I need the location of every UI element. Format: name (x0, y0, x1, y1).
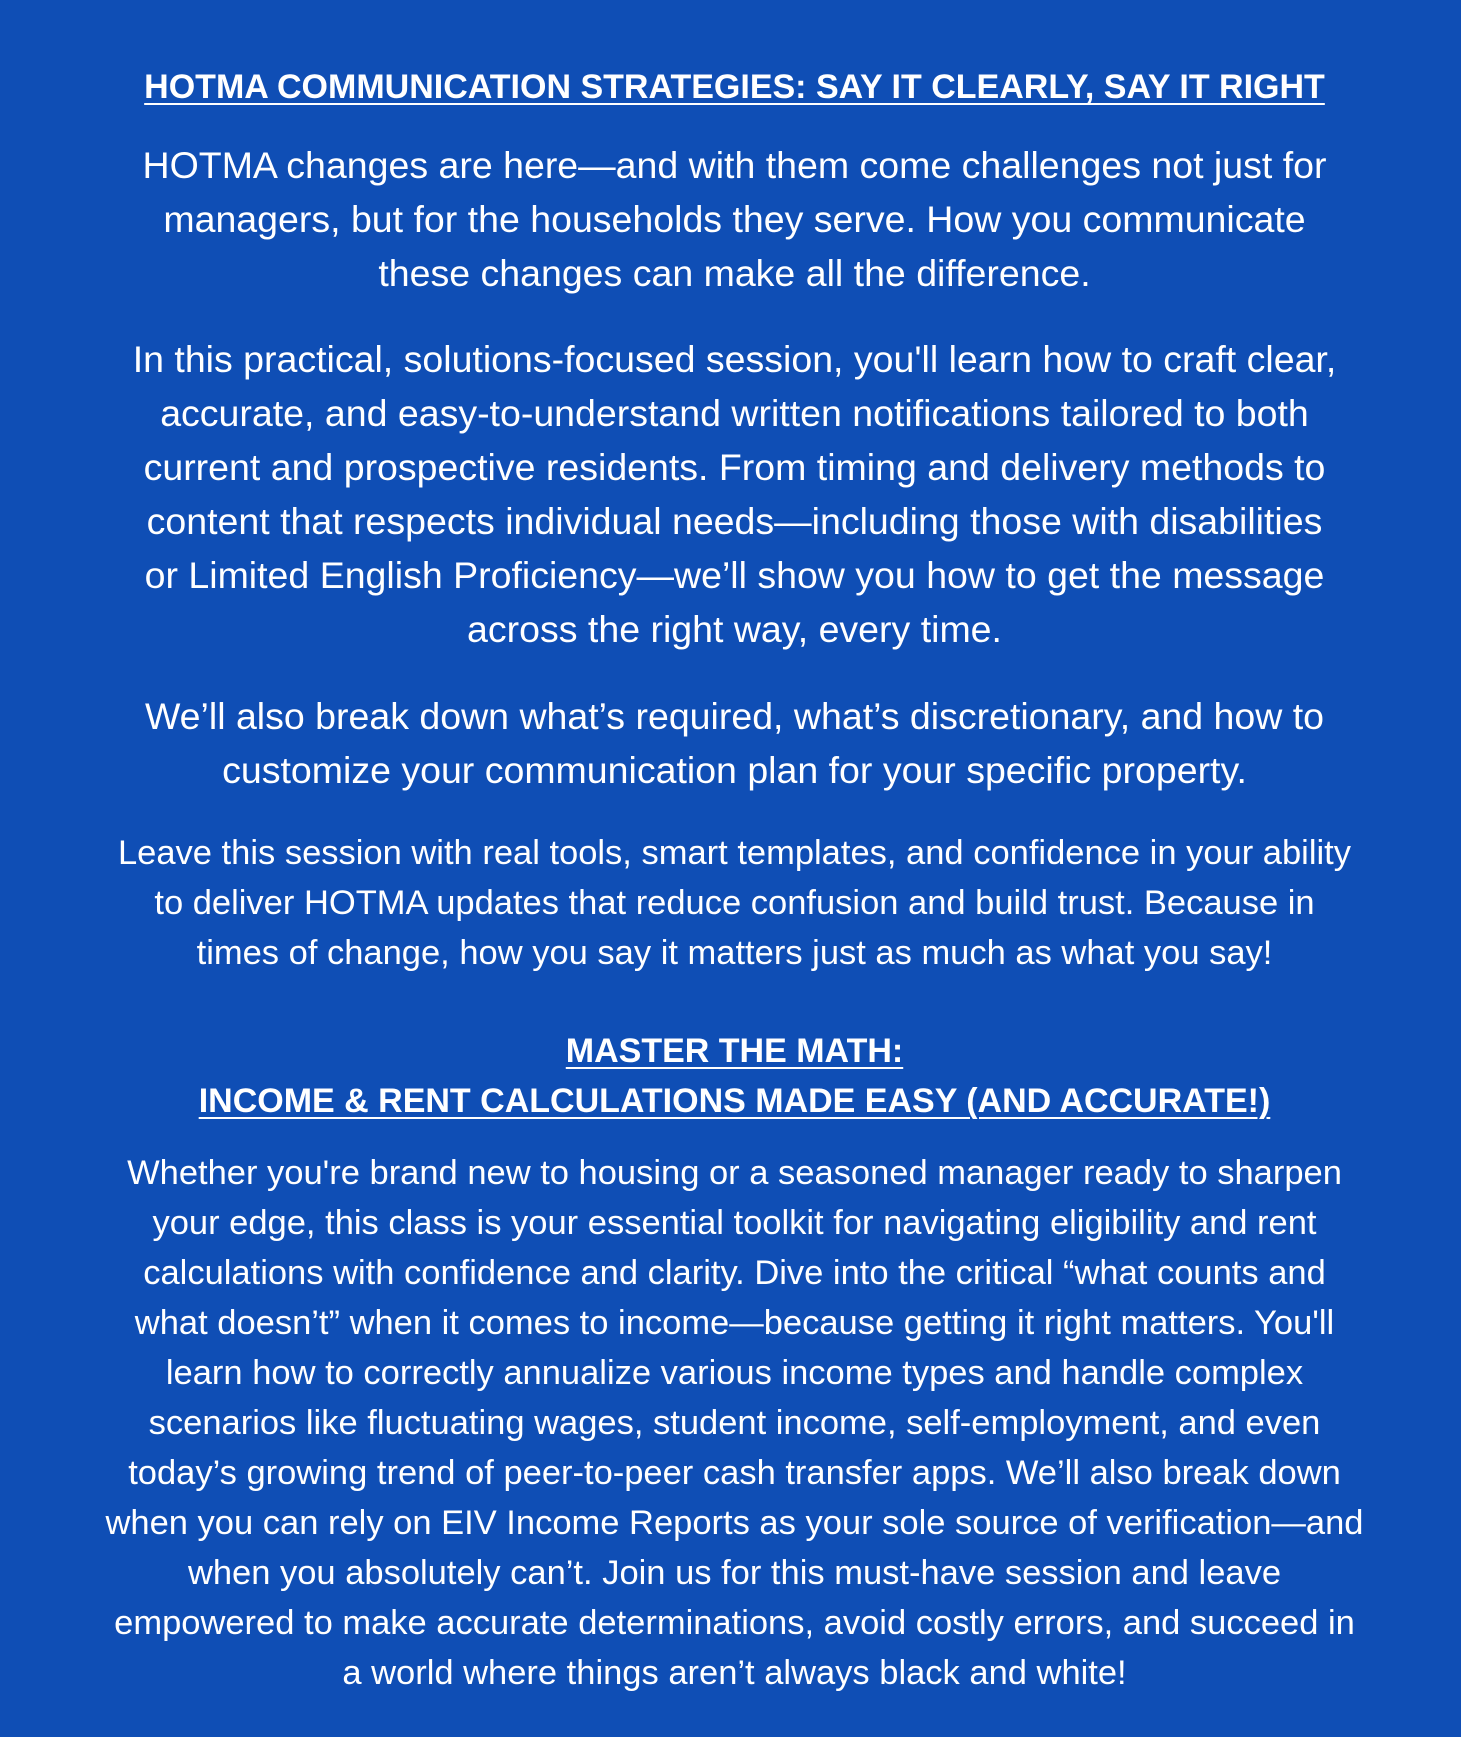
paragraph-line: Whether you're brand new to housing or a seasoned manager ready to sharpen (127, 1154, 1342, 1192)
paragraph-line: times of change, how you say it matters just as much as what you say! (196, 934, 1273, 972)
paragraph-line: empowered to make accurate determinations, avoid costly errors, and succeed in (114, 1604, 1355, 1642)
paragraph-line: when you absolutely can’t. Join us for this must-have session and leave (187, 1554, 1282, 1592)
paragraph-line: learn how to correctly annualize various income types and handle complex (165, 1354, 1304, 1392)
paragraph-line: customize your communication plan for your specific property. (222, 749, 1247, 791)
paragraph-line: across the right way, every time. (467, 608, 1002, 650)
section2-paragraph (20, 1148, 1449, 1698)
paragraph-line: today’s growing trend of peer-to-peer cash transfer apps. We’ll also break down (128, 1454, 1341, 1492)
paragraph-line: scenarios like fluctuating wages, student income, self-employment, and even (148, 1404, 1321, 1442)
paragraph-line: HOTMA changes are here—and with them come challenges not just for (142, 144, 1327, 186)
section1-paragraph-3 (20, 689, 1449, 797)
section2-heading-line-1: MASTER THE MATH: (565, 1032, 904, 1070)
paragraph-line: current and prospective residents. From timing and delivery methods to (143, 446, 1326, 488)
paragraph-line: content that respects individual needs—including those with disabilities (146, 500, 1323, 542)
section1-heading-text: HOTMA COMMUNICATION STRATEGIES: SAY IT CLEARLY, SAY IT RIGHT (144, 68, 1325, 106)
paragraph-line: calculations with confidence and clarity. Dive into the critical “what counts and (143, 1254, 1326, 1292)
paragraph-line: In this practical, solutions-focused session, you'll learn how to craft clear, (132, 338, 1337, 380)
paragraph-line: these changes can make all the difference. (378, 252, 1091, 294)
paragraph-line: a world where things aren’t always black and white! (342, 1654, 1127, 1692)
paragraph-line: Leave this session with real tools, smart templates, and confidence in your ability (117, 834, 1352, 872)
section1-paragraph-2 (20, 332, 1449, 656)
paragraph-line: accurate, and easy-to-understand written notifications tailored to both (160, 392, 1309, 434)
section1-paragraph-1 (20, 138, 1449, 300)
paragraph-line: or Limited English Proficiency—we’ll show you how to get the message (144, 554, 1325, 596)
paragraph-line: to deliver HOTMA updates that reduce confusion and build trust. Because in (154, 884, 1315, 922)
section1-paragraph-4 (20, 828, 1449, 978)
section2-heading-line-2: INCOME & RENT CALCULATIONS MADE EASY (AND ACCURATE!) (198, 1082, 1271, 1120)
section2-heading (20, 1026, 1449, 1126)
paragraph-line: what doesn’t” when it comes to income—because getting it right matters. You'll (134, 1304, 1335, 1342)
paragraph-line: when you can rely on EIV Income Reports as your sole source of verification—and (105, 1504, 1364, 1542)
section1-heading (20, 62, 1449, 112)
paragraph-line: your edge, this class is your essential toolkit for navigating eligibility and rent (152, 1204, 1317, 1242)
paragraph-line: managers, but for the households they serve. How you communicate (163, 198, 1306, 240)
paragraph-line: We’ll also break down what’s required, what’s discretionary, and how to (144, 695, 1325, 737)
